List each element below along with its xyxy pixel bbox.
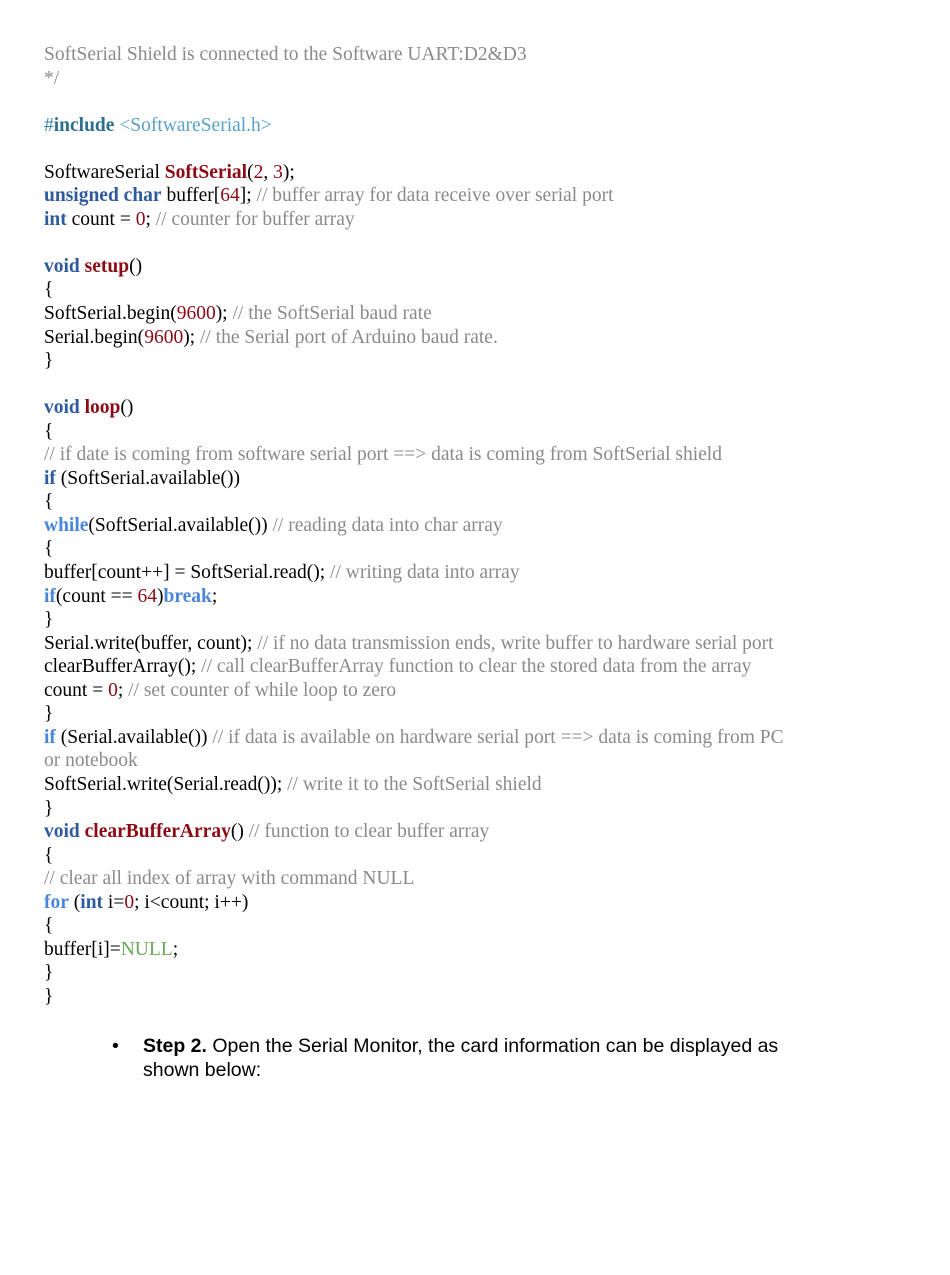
number: 64 (220, 185, 240, 207)
comment: // buffer array for data receive over serial port (256, 185, 614, 207)
statement: (Serial.available()) (55, 726, 213, 748)
keyword: if (44, 585, 56, 607)
punctuation: ) (156, 585, 164, 607)
statement: ; i<count; i++) (134, 891, 249, 913)
code-line (44, 396, 924, 420)
code-line (44, 349, 924, 373)
brace: } (44, 797, 54, 819)
comment: // clear all index of array with command NULL (44, 868, 415, 890)
code-line (44, 43, 924, 67)
identifier: i= (103, 891, 125, 913)
punctuation: ]; (239, 185, 257, 207)
brace: { (44, 844, 54, 866)
keyword: int (80, 891, 104, 913)
keyword: void (44, 397, 80, 419)
code-line (44, 161, 924, 185)
code-line (44, 820, 924, 844)
punctuation: ); (183, 326, 200, 348)
punctuation: ; (117, 679, 129, 701)
preprocessor-hash: # (44, 114, 54, 136)
keyword: if (44, 726, 56, 748)
code-line (44, 184, 924, 208)
statement: SoftSerial.write(Serial.read()); (44, 773, 288, 795)
code-line (44, 561, 924, 585)
statement: Serial.write(buffer, count); (44, 632, 258, 654)
punctuation: ; (145, 208, 156, 230)
statement: clearBufferArray(); (44, 656, 202, 678)
code-line (44, 278, 924, 302)
code-listing (44, 43, 924, 1008)
number: 0 (108, 679, 118, 701)
code-line (44, 585, 924, 609)
comment: // call clearBufferArray function to clear the stored data from the array (201, 656, 752, 678)
function-name: loop (84, 397, 121, 419)
comment: // if data is available on hardware serial port ==> data is coming from PC (212, 726, 784, 748)
function-name: clearBufferArray (84, 821, 231, 843)
code-line (44, 67, 924, 91)
brace: { (44, 915, 54, 937)
statement: (count == (55, 585, 138, 607)
step-text: Open the Serial Monitor, the card information can be displayed as shown below: (143, 1035, 779, 1081)
statement: buffer[count++] = SoftSerial.read(); (44, 562, 331, 584)
brace: { (44, 279, 54, 301)
comment: or notebook (44, 750, 138, 772)
brace: { (44, 491, 54, 513)
number: 9600 (176, 303, 216, 325)
punctuation: ( (68, 891, 81, 913)
preprocessor-keyword: include (53, 114, 115, 136)
code-line (44, 255, 924, 279)
code-line (44, 443, 924, 467)
code-line (44, 208, 924, 232)
punctuation: ( (247, 161, 254, 183)
code-line (44, 467, 924, 491)
null-constant: NULL (120, 938, 173, 960)
code-line (44, 749, 924, 773)
keyword: for (44, 891, 69, 913)
statement: (SoftSerial.available()) (88, 514, 273, 536)
code-line (44, 632, 924, 656)
identifier: count = (66, 208, 136, 230)
keyword: void (44, 255, 80, 277)
keyword: unsigned char (44, 185, 162, 207)
number: 3 (273, 161, 283, 183)
code-line (44, 679, 924, 703)
statement: count = (44, 679, 109, 701)
include-file: <SoftwareSerial.h> (119, 114, 272, 136)
statement: SoftSerial.begin( (44, 303, 177, 325)
type-name: SoftwareSerial (44, 161, 165, 183)
punctuation: () (129, 255, 143, 277)
comment: // if no data transmission ends, write buffer to hardware serial port (257, 632, 774, 654)
comment: // function to clear buffer array (248, 821, 490, 843)
code-line (44, 726, 924, 750)
number: 64 (137, 585, 157, 607)
brace: } (44, 609, 54, 631)
punctuation: ); (215, 303, 233, 325)
keyword: if (44, 467, 56, 489)
punctuation: ; (211, 585, 218, 607)
punctuation: () (230, 821, 249, 843)
comment: */ (44, 67, 60, 89)
code-line (44, 608, 924, 632)
blank-line (44, 373, 924, 397)
step-label: Step 2. (143, 1035, 207, 1057)
code-line (44, 797, 924, 821)
code-line (44, 867, 924, 891)
brace: { (44, 420, 54, 442)
comment: // if date is coming from software serial port ==> data is coming from SoftSerial shield (44, 444, 722, 466)
code-line (44, 938, 924, 962)
code-line (44, 655, 924, 679)
comment: // counter for buffer array (155, 208, 355, 230)
code-line (44, 514, 924, 538)
code-line-include (44, 114, 924, 138)
code-line (44, 961, 924, 985)
comment: // set counter of while loop to zero (128, 679, 397, 701)
number: 9600 (144, 326, 184, 348)
comment: // reading data into char array (272, 514, 503, 536)
code-line (44, 985, 924, 1009)
code-line (44, 844, 924, 868)
code-line (44, 302, 924, 326)
comment: SoftSerial Shield is connected to the Software UART:D2&D3 (44, 44, 527, 65)
comment: // write it to the SoftSerial shield (287, 773, 542, 795)
code-line (44, 537, 924, 561)
keyword: int (44, 208, 67, 230)
statement: (SoftSerial.available()) (55, 467, 241, 489)
punctuation: ); (282, 161, 295, 183)
statement: buffer[i]= (44, 938, 121, 960)
keyword: void (44, 821, 80, 843)
blank-line (44, 137, 924, 161)
brace: } (44, 703, 54, 725)
function-name: setup (84, 255, 130, 277)
comment: // the SoftSerial baud rate (232, 303, 432, 325)
variable-name: SoftSerial (164, 161, 248, 183)
number: 0 (135, 208, 146, 230)
comment: // the Serial port of Arduino baud rate. (199, 326, 498, 348)
keyword: break (163, 585, 212, 607)
brace: } (44, 985, 54, 1007)
code-line (44, 490, 924, 514)
comment: // writing data into array (330, 562, 520, 584)
brace: } (44, 350, 54, 372)
identifier: buffer[ (161, 185, 221, 207)
step-bullet-item (112, 1035, 832, 1082)
code-line (44, 420, 924, 444)
brace: { (44, 538, 54, 560)
blank-line (44, 231, 924, 255)
punctuation: , (263, 161, 274, 183)
code-line (44, 891, 924, 915)
step-paragraph (143, 1035, 832, 1082)
code-line (44, 914, 924, 938)
punctuation: ; (172, 938, 179, 960)
punctuation: () (120, 397, 134, 419)
brace: } (44, 962, 54, 984)
code-line (44, 773, 924, 797)
keyword: while (44, 514, 89, 536)
statement: Serial.begin( (44, 326, 145, 348)
number: 0 (124, 891, 135, 913)
blank-line (44, 90, 924, 114)
code-line (44, 326, 924, 350)
bullet-icon: • (112, 1035, 119, 1057)
number: 2 (253, 161, 264, 183)
code-line (44, 702, 924, 726)
